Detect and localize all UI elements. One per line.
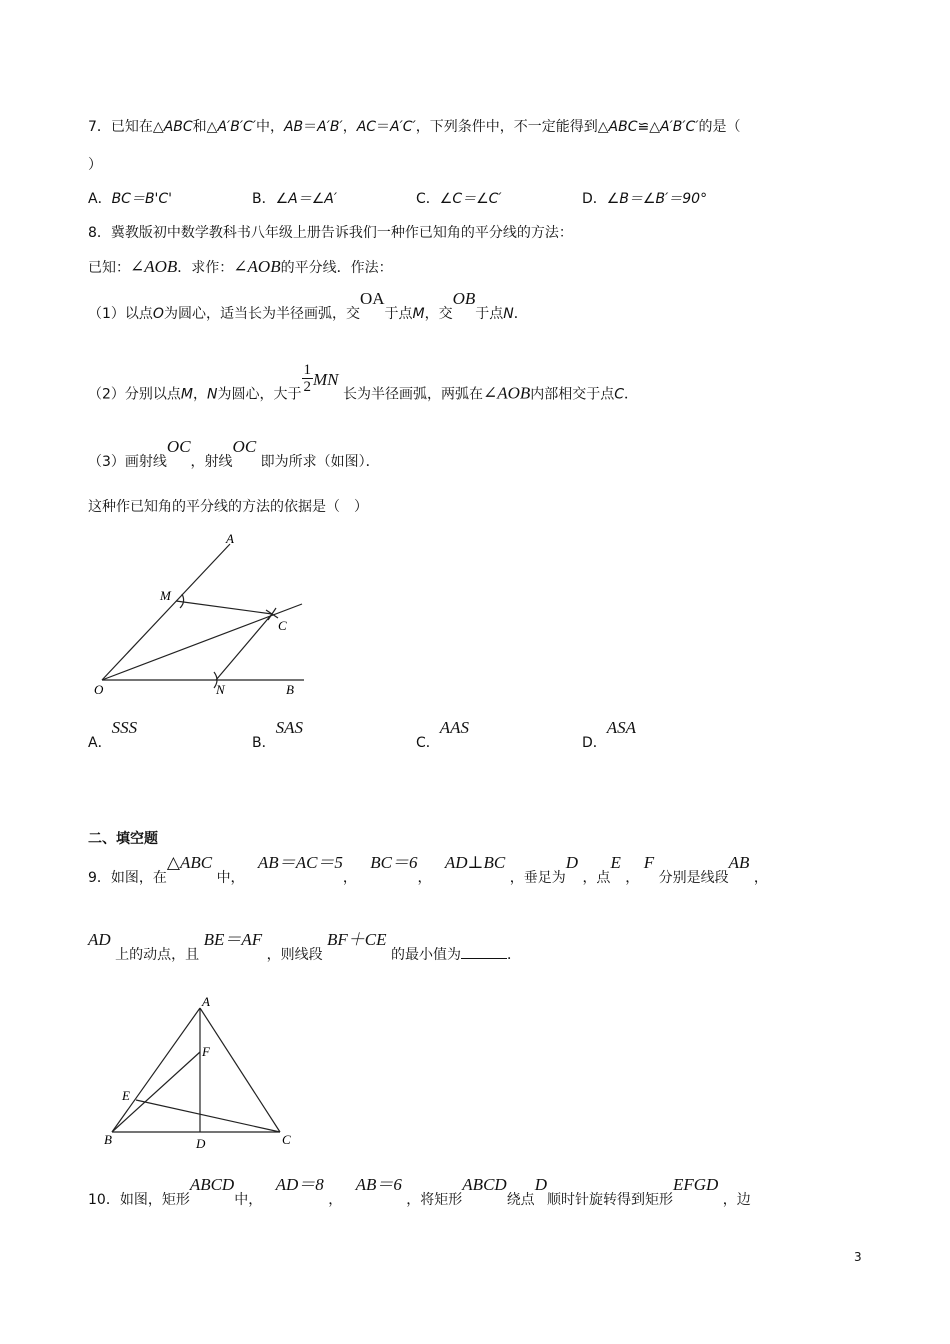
q7-text: 的是（ xyxy=(698,119,741,135)
math: AB＝AC＝5 xyxy=(257,853,343,872)
q8-option-c[interactable] xyxy=(416,718,470,752)
text: 为圆心，适当长为半径画弧，交 xyxy=(163,306,360,322)
q7-option-b[interactable] xyxy=(252,188,337,208)
option-text: ∠B＝∠B′＝90° xyxy=(606,191,708,207)
fraction-half xyxy=(302,362,314,395)
text: ， xyxy=(417,870,432,886)
option-text: ASA xyxy=(606,718,637,737)
label-b: B xyxy=(286,682,294,697)
option-text: SSS xyxy=(111,718,138,737)
math: OB xyxy=(452,289,476,308)
q8-intro xyxy=(88,224,573,242)
option-text: ∠A＝∠A′ xyxy=(275,191,338,207)
text: ， xyxy=(753,870,768,886)
text: 长为半径画弧，两弧在 xyxy=(342,386,483,403)
q7-math: A′B′C′ xyxy=(660,119,699,135)
option-label: B． xyxy=(252,191,276,207)
q8-intro-text: 冀教版初中数学教科书八年级上册告诉我们一种作已知角的平分线的方法： xyxy=(110,225,573,241)
math: MN xyxy=(313,369,339,389)
text: 即为所求（如图）． xyxy=(260,454,380,470)
math: BE＝AF xyxy=(203,930,263,949)
q8-option-d[interactable] xyxy=(582,718,637,752)
math: F xyxy=(643,853,655,872)
text: 如图，在 xyxy=(110,870,167,886)
text: 于点 xyxy=(384,306,413,322)
section-title-fill-in: 二、填空题 xyxy=(88,831,158,847)
text: 已知： xyxy=(88,260,130,276)
segment-ce xyxy=(136,1100,280,1132)
text: （1）以点 xyxy=(88,306,153,322)
math: D xyxy=(534,1175,547,1194)
label-n: N xyxy=(216,682,225,697)
text: ， xyxy=(328,1192,343,1208)
q8-angle-bisector-figure xyxy=(88,530,318,700)
math: BC＝6 xyxy=(370,853,418,872)
segment-mc xyxy=(176,601,272,614)
q10-number: 10． xyxy=(88,1192,120,1208)
text: 的最小值为 xyxy=(390,947,461,963)
q9-line2 xyxy=(88,930,521,964)
math: OC xyxy=(232,437,257,456)
text: 中， xyxy=(216,870,245,886)
label-a: A xyxy=(202,994,210,1009)
math: ∠AOB xyxy=(130,257,178,276)
text: （2）分别以点 xyxy=(88,386,181,403)
q7-math: ABC xyxy=(163,119,193,135)
option-label: B． xyxy=(252,735,276,751)
q7-math: A′B′ xyxy=(317,119,343,135)
q7-text: 中， xyxy=(255,119,284,135)
math: M xyxy=(412,306,425,322)
q7-option-a[interactable] xyxy=(88,188,172,208)
text: 分别是线段 xyxy=(658,870,729,886)
q7-text: ＝ xyxy=(376,119,391,135)
option-label: C． xyxy=(416,191,440,207)
math: AD＝8 xyxy=(275,1175,324,1194)
math: ∠AOB xyxy=(482,383,531,403)
q7-math: A′B′C′ xyxy=(217,119,256,135)
math: EFGD xyxy=(672,1175,719,1194)
q7-text: 和△ xyxy=(192,119,218,135)
text: 顺时针旋转得到矩形 xyxy=(546,1192,673,1208)
text: ． xyxy=(624,386,639,403)
option-text: SAS xyxy=(275,718,303,737)
text: ， xyxy=(625,870,640,886)
option-label: D． xyxy=(582,735,607,751)
text: ，射线 xyxy=(190,454,233,470)
text: 如图，矩形 xyxy=(119,1192,190,1208)
answer-blank[interactable] xyxy=(461,944,507,959)
math: AB＝6 xyxy=(355,1175,402,1194)
q8-option-b[interactable] xyxy=(252,718,303,752)
label-a: A xyxy=(226,531,234,546)
math: BF＋CE xyxy=(327,930,387,949)
text: ，垂足为 xyxy=(509,870,566,886)
q9-triangle-figure xyxy=(98,990,318,1150)
math: C xyxy=(614,386,625,403)
label-b: B xyxy=(104,1132,112,1147)
label-o: O xyxy=(94,682,104,697)
math: △ABC xyxy=(166,853,213,872)
text: ，将矩形 xyxy=(406,1192,463,1208)
q8-number: 8． xyxy=(88,225,111,241)
option-text: AAS xyxy=(439,718,470,737)
text: 内部相交于点 xyxy=(530,386,615,403)
text: 上的动点，且 xyxy=(115,947,200,963)
math: M xyxy=(180,386,194,403)
text: 为圆心，大于 xyxy=(217,386,302,403)
segment-nc xyxy=(216,614,272,680)
text: （3）画射线 xyxy=(88,454,167,470)
math: O xyxy=(152,306,164,322)
option-label: D． xyxy=(582,191,607,207)
q7-text: ， xyxy=(342,119,357,135)
text: ，则线段 xyxy=(266,947,323,963)
option-label: A． xyxy=(88,191,112,207)
ray-oc xyxy=(102,604,302,680)
math: AB xyxy=(728,853,750,872)
q9-number: 9． xyxy=(88,870,111,886)
q7-number: 7． xyxy=(88,119,111,135)
side-ac xyxy=(200,1008,280,1132)
math: N xyxy=(207,386,218,403)
q9-line1 xyxy=(88,853,768,887)
math: OC xyxy=(166,437,191,456)
text: 的平分线．作法： xyxy=(280,260,393,276)
label-c: C xyxy=(278,618,287,633)
q7-text: 已知在△ xyxy=(110,119,164,135)
text: ，交 xyxy=(424,306,453,322)
q7-text: ，下列条件中，不一定能得到△ xyxy=(415,119,609,135)
q7-close-paren: ） xyxy=(88,157,102,173)
text: ， xyxy=(342,870,357,886)
text: 于点 xyxy=(475,306,504,322)
label-m: M xyxy=(160,588,171,603)
q7-math: AC xyxy=(356,119,377,135)
q8-step1 xyxy=(88,289,528,323)
math: AD⊥BC xyxy=(444,853,506,872)
label-f: F xyxy=(202,1044,210,1059)
side-ab xyxy=(112,1008,200,1132)
math: ABCD xyxy=(462,1175,507,1194)
text: 中， xyxy=(234,1192,263,1208)
q7-option-c[interactable] xyxy=(416,188,502,208)
q7-text: ＝ xyxy=(303,119,318,135)
math: D xyxy=(565,853,578,872)
q7-math: ABC xyxy=(608,119,638,135)
q8-question: 这种作已知角的平分线的方法的依据是（ ） xyxy=(88,499,368,515)
page-number: 3 xyxy=(854,1250,862,1264)
ray-oa xyxy=(102,544,230,680)
math: E xyxy=(610,853,621,872)
option-label: C． xyxy=(416,735,440,751)
q7-math: AB xyxy=(283,119,304,135)
q8-option-a[interactable] xyxy=(88,718,138,752)
text: ，边 xyxy=(722,1192,751,1208)
math: ∠AOB xyxy=(233,257,281,276)
q8-given xyxy=(88,258,393,277)
option-text: ∠C＝∠C′ xyxy=(439,191,502,207)
text: ， xyxy=(193,386,208,403)
text: ，点 xyxy=(582,870,611,886)
option-text: BC＝B'C' xyxy=(111,191,173,207)
q7-line1 xyxy=(88,118,741,136)
math: AD xyxy=(88,930,111,949)
option-label: A． xyxy=(88,735,112,751)
text: ．求作： xyxy=(177,260,234,276)
frac-denominator: 2 xyxy=(303,379,311,395)
label-c: C xyxy=(282,1132,291,1147)
label-d: D xyxy=(196,1136,206,1150)
math: ABCD xyxy=(189,1175,235,1194)
text: ． xyxy=(513,306,528,322)
text: 绕点 xyxy=(506,1192,535,1208)
q8-step3 xyxy=(88,437,380,471)
q10-line1 xyxy=(88,1175,751,1209)
math: N xyxy=(503,306,514,322)
q7-text: ≌△ xyxy=(637,119,661,135)
frac-numerator: 1 xyxy=(303,362,311,378)
label-e: E xyxy=(122,1088,130,1103)
q8-step2 xyxy=(88,362,639,411)
q7-option-d[interactable] xyxy=(582,188,707,208)
q7-math: A′C′ xyxy=(390,119,416,135)
math: OA xyxy=(359,289,385,308)
text: ． xyxy=(506,947,521,963)
